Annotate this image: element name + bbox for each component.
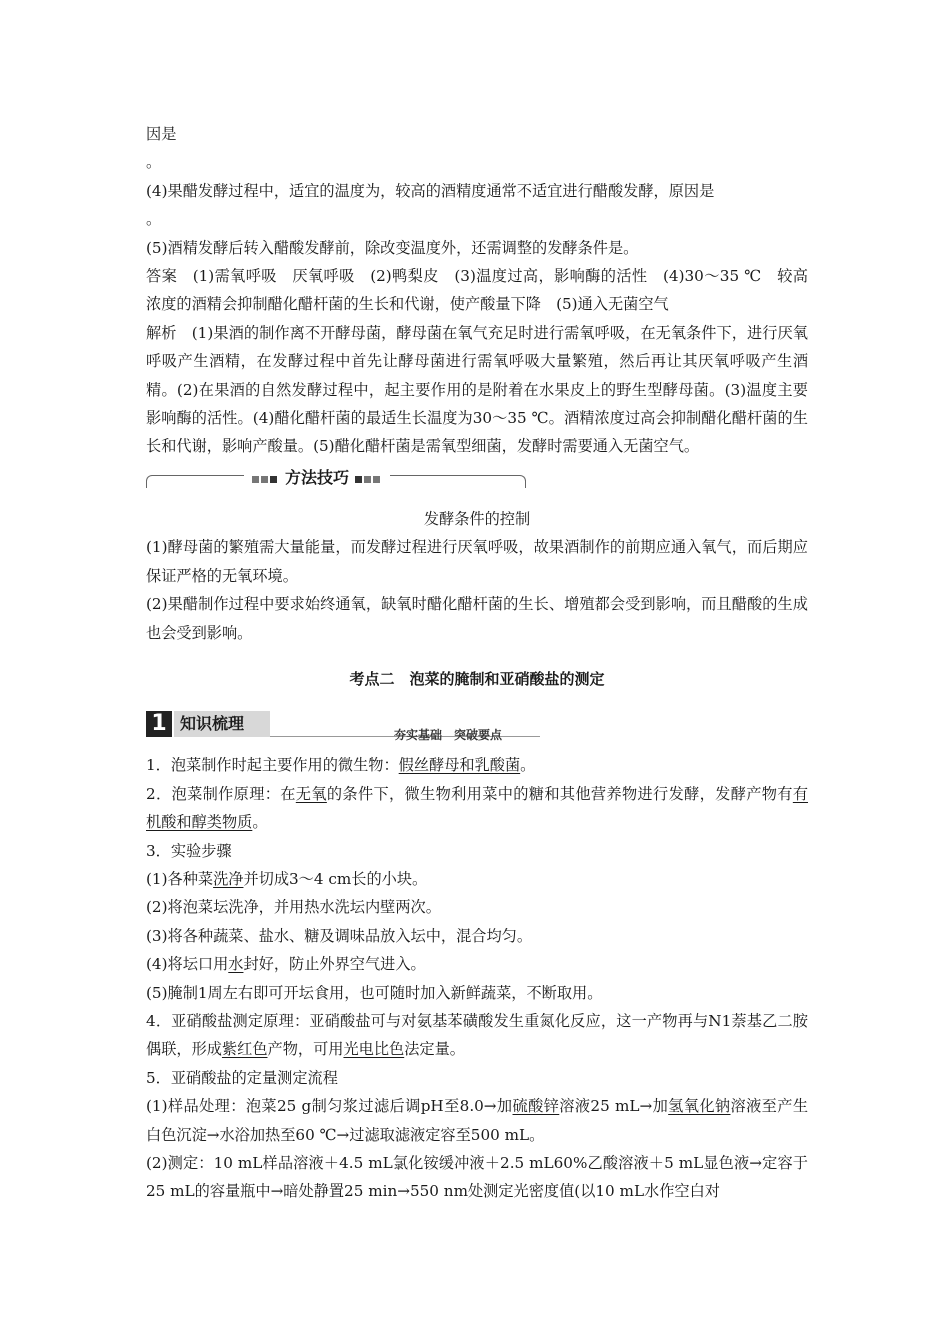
square-icons-left: [252, 464, 279, 492]
text-line: (4)果醋发酵过程中，适宜的温度为，较高的酒精度通常不适宜进行醋酸发酵，原因是: [146, 181, 715, 200]
step-1: (1)各种菜洗净并切成3～4 cm长的小块。: [146, 869, 428, 888]
flow-step-1: (1)样品处理：泡菜25 g制匀浆过滤后调pH至8.0→加硫酸锌溶液25 mL→加氢氧化钠溶液至产生白色沉淀→水浴加热至60 ℃→过滤取滤液定容至500 mL。: [146, 1097, 809, 1144]
step-3: (3)将各种蔬菜、盐水、糖及调味品放入坛中，混合均匀。: [146, 926, 533, 945]
analysis-paragraph: 解析 (1)果酒的制作离不开酵母菌，酵母菌在氧气充足时进行需氧呼吸，在无氧条件下，进行厌氧呼吸产生酒精，在发酵过程中首先让酵母菌进行需氧呼吸大量繁殖，然后再让其厌氧呼吸产生酒精。(2)在果酒的自然发酵过程中，起主要作用的是附着在水果皮上的野生型酵母菌。(3)温度主要影响酶的活性。(4)醋化醋杆菌的最适生长温度为30～35 ℃。酒精浓度过高会抑制醋化醋杆菌的生长和代谢，影响产酸量。(5)醋化醋杆菌是需氧型细菌，发酵时需要通入无菌空气。: [146, 323, 808, 456]
text-line: 。: [146, 210, 162, 229]
banner-number: 1: [146, 711, 172, 737]
banner-title: 知识梳理: [174, 711, 270, 737]
knowledge-item-3: 3．实验步骤: [146, 841, 232, 860]
knowledge-item-4: 4．亚硝酸盐测定原理：亚硝酸盐可与对氨基苯磺酸发生重氮化反应，这一产物再与N1萘基乙二胺偶联，形成紫红色产物，可用光电比色法定量。: [146, 1011, 808, 1059]
method-title: 发酵条件的控制: [423, 509, 531, 528]
banner-subtitle: 夯实基础 突破要点: [394, 728, 503, 743]
text-line: 因是: [146, 125, 177, 143]
method-label-wrap: [244, 464, 390, 492]
method-box-header: [146, 465, 808, 505]
step-5: (5)腌制1周左右即可开坛食用，也可随时加入新鲜蔬菜，不断取用。: [146, 983, 603, 1002]
section-title: 考点二 泡菜的腌制和亚硝酸盐的测定: [349, 669, 605, 688]
document-body: [146, 120, 808, 1206]
method-label: 方法技巧: [285, 467, 350, 487]
knowledge-item-2: 2．泡菜制作原理：在无氧的条件下，微生物利用菜中的糖和其他营养物进行发酵，发酵产物有有机酸和醇类物质。: [146, 784, 809, 832]
step-2: (2)将泡菜坛洗净，并用热水洗坛内壁两次。: [146, 898, 441, 917]
knowledge-item-1: 1．泡菜制作时起主要作用的微生物：假丝酵母和乳酸菌。: [146, 756, 536, 775]
step-4: (4)将坛口用水封好，防止外界空气进入。: [146, 955, 426, 974]
text-line: 。: [146, 153, 162, 172]
method-paragraph-1: (1)酵母菌的繁殖需大量能量，而发酵过程进行厌氧呼吸，故果酒制作的前期应通入氧气，而后期应保证严格的无氧环境。: [146, 538, 808, 585]
knowledge-item-5: 5．亚硝酸盐的定量测定流程: [146, 1068, 338, 1087]
answer-paragraph: 答案 (1)需氧呼吸 厌氧呼吸 (2)鸭梨皮 (3)温度过高，影响酶的活性 (4)30～35 ℃ 较高浓度的酒精会抑制醋化醋杆菌的生长和代谢，使产酸量下降 (5)通入无菌空气: [146, 267, 808, 314]
square-icons-right: [355, 464, 382, 492]
text-line: (5)酒精发酵后转入醋酸发酵前，除改变温度外，还需调整的发酵条件是。: [146, 238, 639, 257]
flow-step-2: (2)测定：10 mL样品溶液＋4.5 mL氯化铵缓冲液＋2.5 mL60%乙酸溶液＋5 mL显色液→定容于25 mL的容量瓶中→暗处静置25 min→550 nm处测定光密度值(以10 mL水作空白对: [146, 1154, 808, 1201]
knowledge-banner: [146, 707, 808, 741]
method-paragraph-2: (2)果醋制作过程中要求始终通氧，缺氧时醋化醋杆菌的生长、增殖都会受到影响，而且醋酸的生成也会受到影响。: [146, 595, 808, 642]
